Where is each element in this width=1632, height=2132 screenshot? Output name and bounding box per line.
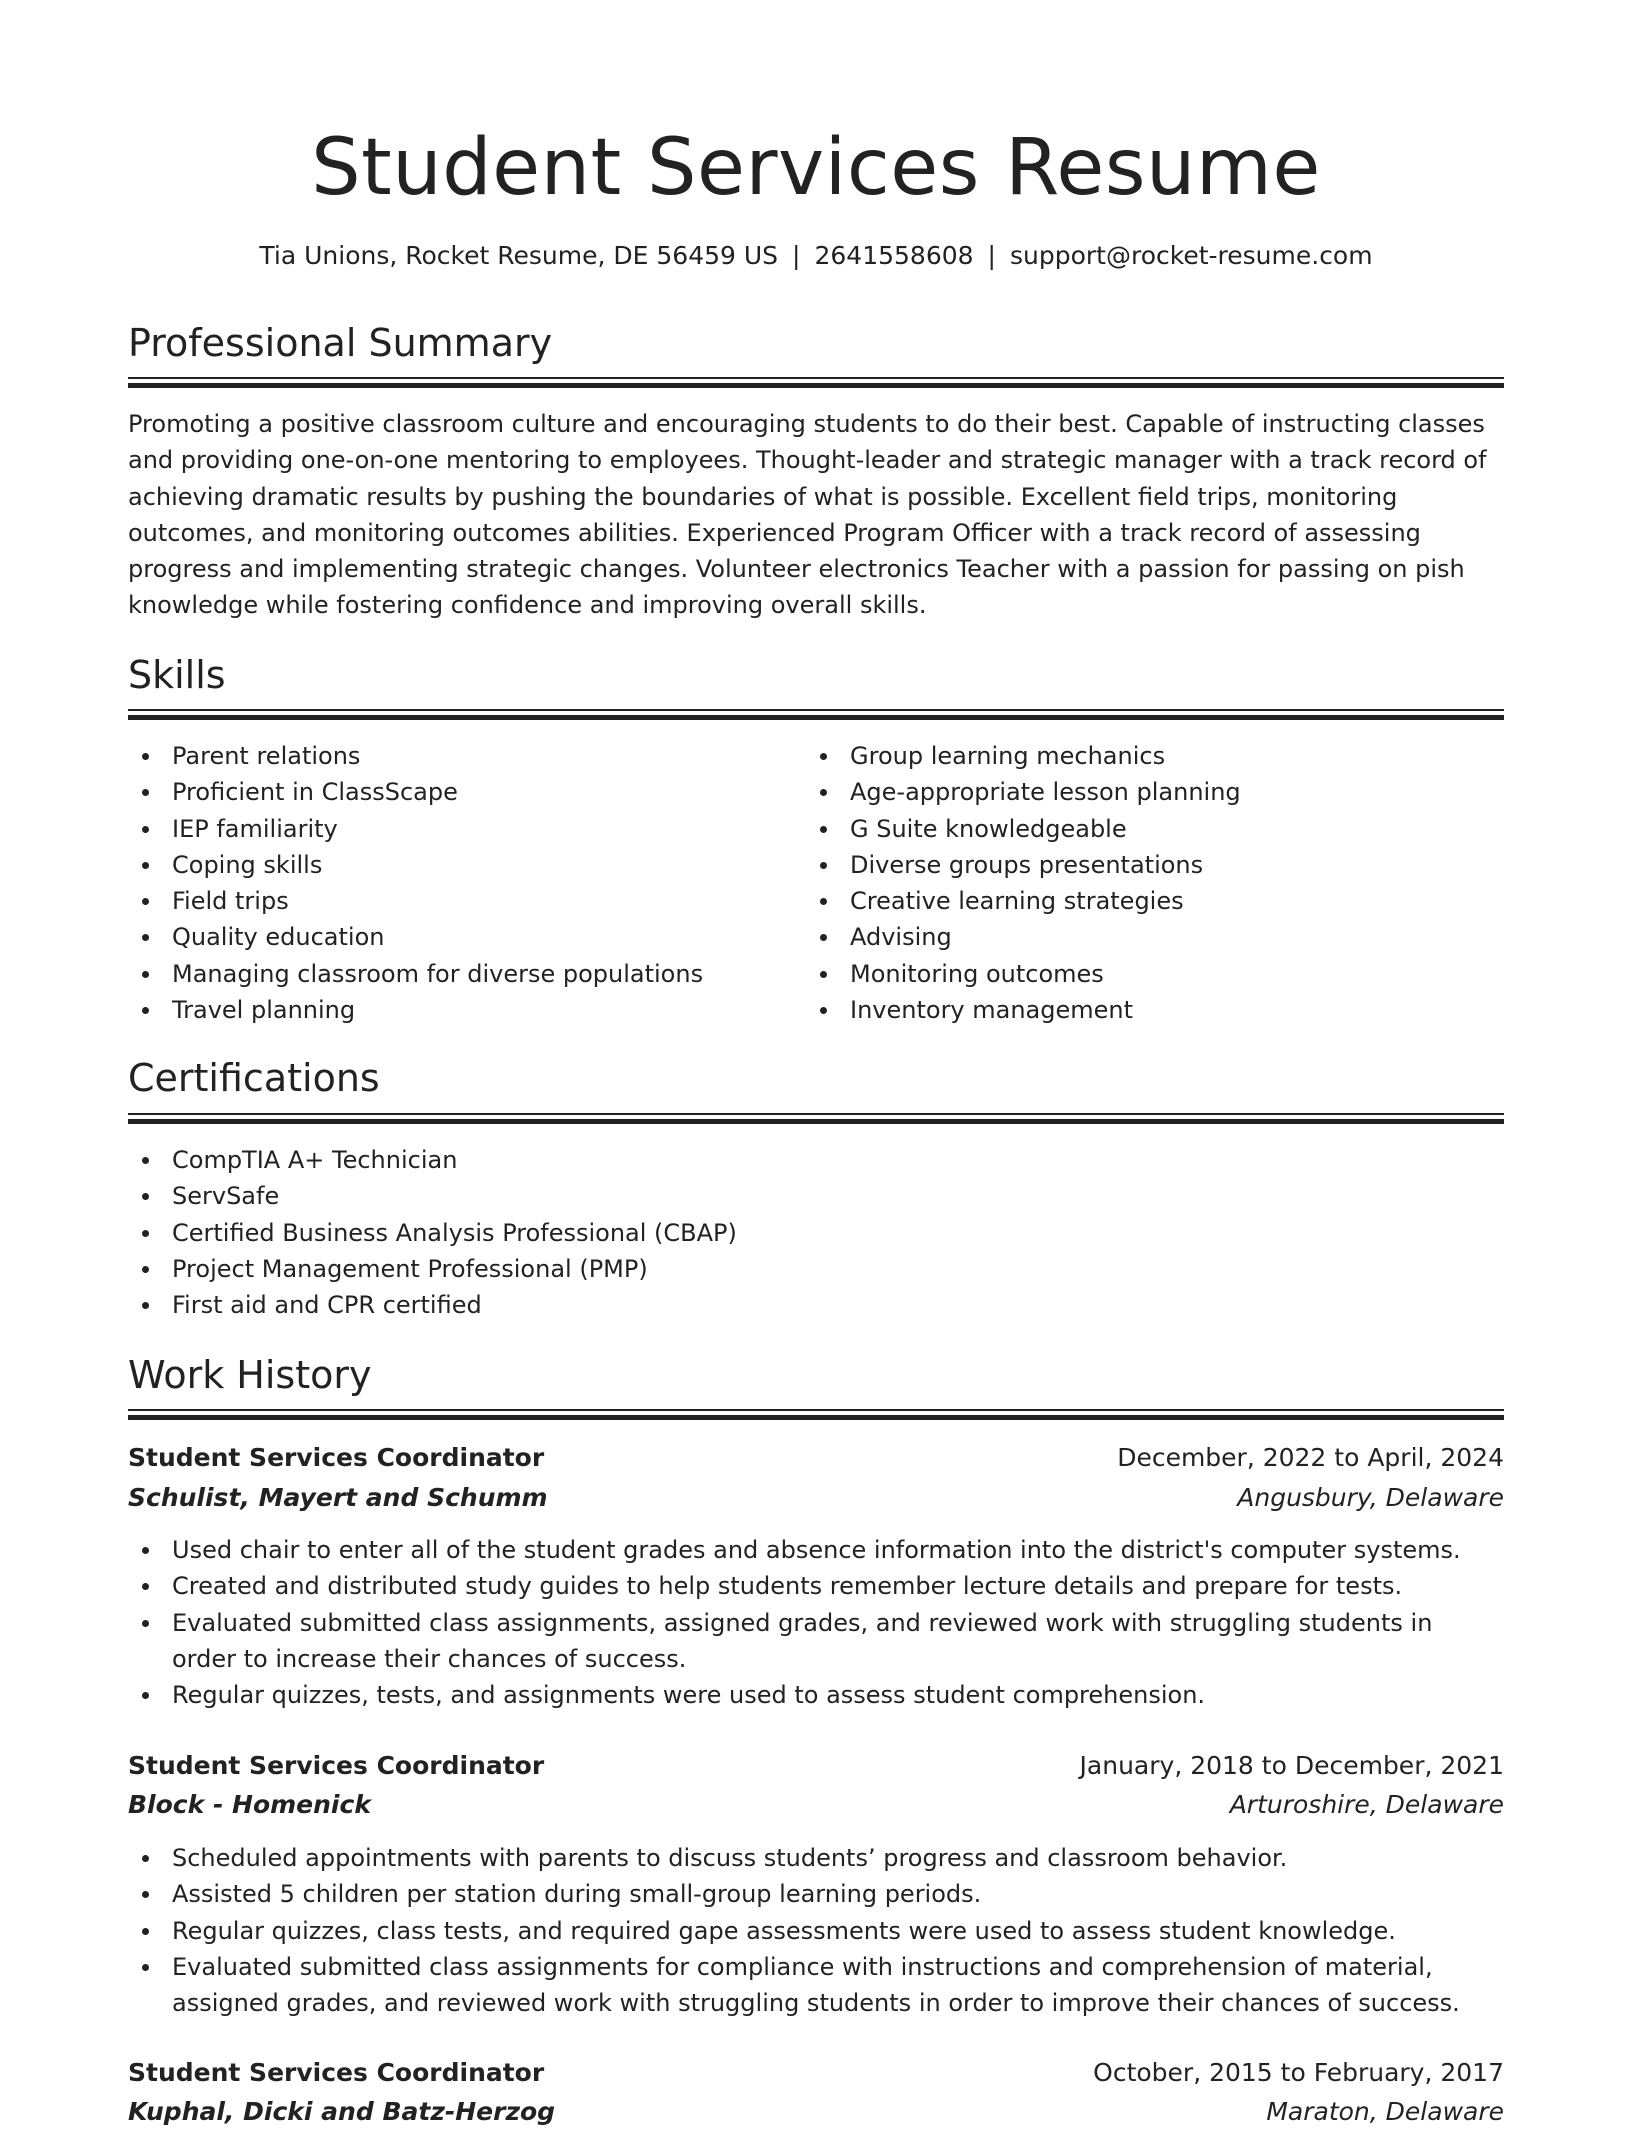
work-history-heading: Work History: [128, 1353, 372, 1397]
skill-item: Field trips: [128, 883, 806, 919]
job-dates: October, 2015 to February, 2017: [1093, 2058, 1504, 2087]
skill-item: IEP familiarity: [128, 811, 806, 847]
skill-item: Group learning mechanics: [806, 738, 1504, 774]
job-bullets: [128, 1840, 1504, 2021]
skill-item: Coping skills: [128, 847, 806, 883]
skill-item: Advising: [806, 919, 1504, 955]
contact-email: support@rocket-resume.com: [1009, 241, 1373, 270]
job-bullet: Created and distributed study guides to help students remember lecture details and prepare for tests.: [128, 1568, 1504, 1604]
certifications-heading: Certifications: [128, 1056, 380, 1100]
skill-item: Travel planning: [128, 992, 806, 1028]
skill-item: G Suite knowledgeable: [806, 811, 1504, 847]
job-bullet: Evaluated submitted class assignments for compliance with instructions and comprehension of material, assigned grades, and reviewed work with struggling students in order to improve their chances of success.: [128, 1949, 1504, 2022]
job-location: Maraton, Delaware: [1266, 2097, 1504, 2126]
skill-item: Inventory management: [806, 992, 1504, 1028]
job-title: Student Services Coordinator: [128, 1443, 545, 1472]
skill-item: Managing classroom for diverse populations: [128, 956, 806, 992]
job-subheader: [128, 1478, 1504, 1518]
job-bullet: Regular quizzes, tests, and assignments were used to assess student comprehension.: [128, 1677, 1504, 1713]
skills-list-right: [806, 738, 1504, 1028]
contact-line: [128, 238, 1504, 274]
section-divider: [128, 709, 1504, 721]
contact-address: Tia Unions, Rocket Resume, DE 56459 US: [259, 241, 779, 270]
certification-item: Project Management Professional (PMP): [128, 1251, 1504, 1287]
skill-item: Quality education: [128, 919, 806, 955]
job-header: [128, 2053, 1504, 2093]
job-company: Kuphal, Dicki and Batz-Herzog: [128, 2097, 556, 2126]
job-company: Schulist, Mayert and Schumm: [128, 1483, 548, 1512]
summary-text: Promoting a positive classroom culture and encouraging students to do their best. Capable of instructing classes and providing one-on-one mentoring to employees. Thought-leader and strategic manager with a track record of achieving dramatic results by pushing the boundaries of what is possible. Excellent field trips, monitoring outcomes, and monitoring outcomes abilities. Experienced Program Officer with a track record of assessing progress and implementing strategic changes. Volunteer electronics Teacher with a passion for passing on pish knowledge while fostering confidence and improving overall skills.: [128, 410, 1487, 620]
job-subheader: [128, 2092, 1504, 2132]
skill-item: Creative learning strategies: [806, 883, 1504, 919]
job-bullet: Evaluated submitted class assignments, assigned grades, and reviewed work with struggling students in order to increase their chances of success.: [128, 1605, 1504, 1678]
job-bullets: [128, 1532, 1504, 1713]
job-title: Student Services Coordinator: [128, 2058, 545, 2087]
job-subheader: [128, 1785, 1504, 1825]
page-title: Student Services Resume: [311, 123, 1321, 213]
contact-separator: |: [792, 241, 801, 270]
skill-item: Monitoring outcomes: [806, 956, 1504, 992]
certification-item: CompTIA A+ Technician: [128, 1142, 1504, 1178]
skill-item: Proficient in ClassScape: [128, 774, 806, 810]
contact-phone: 2641558608: [814, 241, 974, 270]
certification-item: Certified Business Analysis Professional (CBAP): [128, 1215, 1504, 1251]
skill-item: Parent relations: [128, 738, 806, 774]
skill-item: Diverse groups presentations: [806, 847, 1504, 883]
job-header: [128, 1438, 1504, 1478]
job-header: [128, 1746, 1504, 1786]
section-divider: [128, 1409, 1504, 1421]
section-divider: [128, 1113, 1504, 1125]
job-title: Student Services Coordinator: [128, 1751, 545, 1780]
section-divider: [128, 377, 1504, 389]
summary-heading: Professional Summary: [128, 321, 553, 365]
job-company: Block - Homenick: [128, 1790, 371, 1819]
job-location: Angusbury, Delaware: [1237, 1483, 1504, 1512]
certifications-list: [128, 1142, 1504, 1323]
skills-list-left: [128, 738, 806, 1028]
job-location: Arturoshire, Delaware: [1229, 1790, 1504, 1819]
skill-item: Age-appropriate lesson planning: [806, 774, 1504, 810]
certification-item: ServSafe: [128, 1178, 1504, 1214]
certification-item: First aid and CPR certified: [128, 1287, 1504, 1323]
job-bullet: Assisted 5 children per station during small-group learning periods.: [128, 1876, 1504, 1912]
contact-separator: |: [987, 241, 996, 270]
job-bullet: Regular quizzes, class tests, and required gape assessments were used to assess student knowledge.: [128, 1913, 1504, 1949]
job-bullet: Used chair to enter all of the student grades and absence information into the district's computer systems.: [128, 1532, 1504, 1568]
job-dates: January, 2018 to December, 2021: [1079, 1751, 1504, 1780]
job-bullet: Scheduled appointments with parents to discuss students’ progress and classroom behavior.: [128, 1840, 1504, 1876]
job-dates: December, 2022 to April, 2024: [1117, 1443, 1504, 1472]
skills-heading: Skills: [128, 653, 226, 697]
